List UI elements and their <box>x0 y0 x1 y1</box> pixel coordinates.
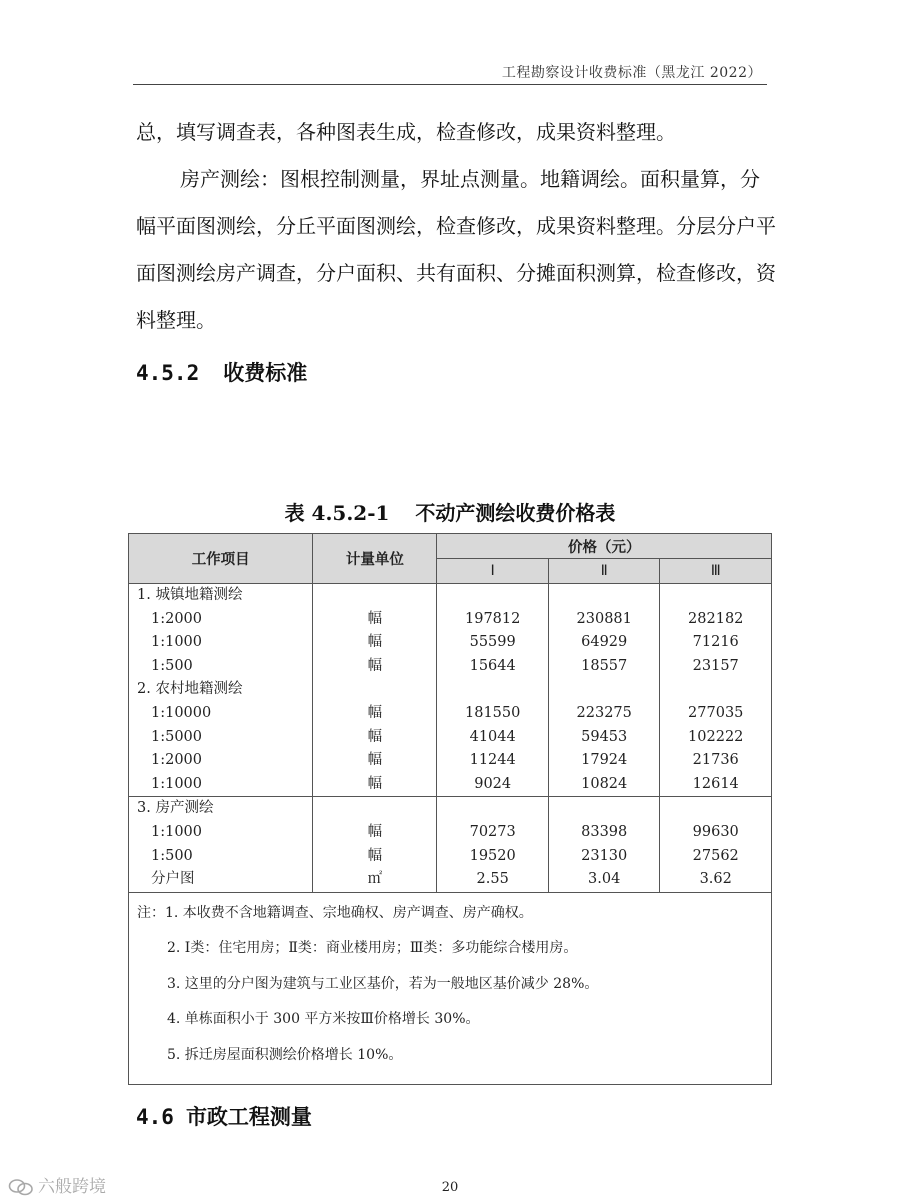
running-header: 工程勘察设计收费标准（黑龙江 2022） <box>501 65 762 81</box>
item-cell: 1:5000 <box>151 728 203 745</box>
price-column-1 <box>437 584 549 797</box>
section-number: 4.6 <box>136 1105 174 1129</box>
fee-table <box>128 533 772 1085</box>
header-item: 工作项目 <box>129 534 313 584</box>
price-cell: 41044 <box>469 728 516 745</box>
item-cell: 1:500 <box>151 847 193 864</box>
price-cell: 21736 <box>692 752 739 769</box>
price-cell: 70273 <box>469 823 516 840</box>
price-cell: 230881 <box>576 610 632 627</box>
price-cell: 282182 <box>688 610 744 627</box>
unit-cell: 幅 <box>367 847 383 864</box>
item-cell: 1:1000 <box>151 775 203 792</box>
item-cell: 1:1000 <box>151 634 203 651</box>
group-name: 2. 农村地籍测绘 <box>137 681 243 698</box>
table-row-group <box>129 797 772 892</box>
price-cell: 64929 <box>581 634 628 651</box>
price-cell: 23157 <box>692 657 739 674</box>
price-cell: 23130 <box>581 847 628 864</box>
price-cell: 83398 <box>581 823 628 840</box>
item-cell: 1:1000 <box>151 823 203 840</box>
page-number: 20 <box>441 1180 459 1195</box>
price-cell: 181550 <box>465 704 521 721</box>
table-caption <box>0 497 900 526</box>
unit-cell: 幅 <box>367 610 383 627</box>
note-item: 注：1. 本收费不含地籍调查、宗地确权、房产调查、房产确权。 <box>137 904 533 921</box>
unit-cell: 幅 <box>367 728 383 745</box>
paragraph-property-survey: 房产测绘：图根控制测量，界址点测量。地籍调绘。面积量算，分幅平面图测绘，分丘平面图测绘，检查修改，成果资料整理。分层分户平面图测绘房产调查，分户面积、共有面积、分摊面积测算，检查修改，资料整理。 <box>136 167 776 332</box>
unit-cell: 幅 <box>367 704 383 721</box>
price-cell: 55599 <box>469 634 516 651</box>
group-name: 1. 城镇地籍测绘 <box>137 587 243 603</box>
price-cell: 197812 <box>465 610 521 627</box>
header-rule <box>133 84 767 85</box>
paragraph-continuation: 总，填写调查表，各种图表生成，检查修改，成果资料整理。 <box>136 120 676 144</box>
table-number: 表 4.5.2-1 <box>284 501 390 525</box>
note-item: 4. 单栋面积小于 300 平方米按Ⅲ价格增长 30%。 <box>167 1011 480 1028</box>
price-cell: 10824 <box>581 775 628 792</box>
item-cell: 1:10000 <box>151 704 212 721</box>
unit-cell: ㎡ <box>367 871 383 888</box>
price-cell: 9024 <box>474 775 512 792</box>
price-cell: 223275 <box>576 704 632 721</box>
item-cell: 分户图 <box>151 871 195 888</box>
table-notes-row <box>129 892 772 1085</box>
price-cell: 15644 <box>469 657 516 674</box>
price-cell: 27562 <box>692 847 739 864</box>
unit-column <box>313 797 437 892</box>
price-cell: 102222 <box>688 728 744 745</box>
table-notes <box>129 892 772 1085</box>
unit-cell: 幅 <box>367 657 383 674</box>
unit-column <box>313 584 437 797</box>
group-name: 3. 房产测绘 <box>137 800 214 817</box>
price-cell: 19520 <box>469 847 516 864</box>
price-cell: 277035 <box>688 704 744 721</box>
price-cell: 71216 <box>692 634 739 651</box>
price-column-2 <box>548 584 660 797</box>
price-cell: 2.55 <box>476 871 509 888</box>
watermark-text: 六般跨境 <box>38 1177 106 1197</box>
section-title: 市政工程测量 <box>185 1104 312 1129</box>
table-row-group <box>129 584 772 797</box>
price-column-1 <box>437 797 549 892</box>
section-heading-46 <box>136 1101 312 1131</box>
price-column-2 <box>548 797 660 892</box>
price-cell: 17924 <box>581 752 628 769</box>
item-cell: 1:2000 <box>151 610 203 627</box>
item-cell: 1:500 <box>151 657 193 674</box>
unit-cell: 幅 <box>367 775 383 792</box>
price-cell: 59453 <box>581 728 628 745</box>
body-text <box>136 109 776 344</box>
header-grade-1: Ⅰ <box>437 559 549 584</box>
price-cell: 12614 <box>692 775 739 792</box>
item-column <box>129 584 313 797</box>
item-column <box>129 797 313 892</box>
price-column-3 <box>660 584 772 797</box>
header-unit: 计量单位 <box>313 534 437 584</box>
header-grade-3: Ⅲ <box>660 559 772 584</box>
section-heading-452 <box>136 357 307 387</box>
unit-cell: 幅 <box>367 634 383 651</box>
price-cell: 99630 <box>692 823 739 840</box>
note-item: 5. 拆迁房屋面积测绘价格增长 10%。 <box>167 1046 403 1063</box>
table-title: 不动产测绘收费价格表 <box>415 501 616 525</box>
watermark <box>8 1172 106 1197</box>
price-cell: 11244 <box>469 752 516 769</box>
header-price: 价格（元） <box>437 534 772 559</box>
section-number: 4.5.2 <box>136 361 200 385</box>
item-cell: 1:2000 <box>151 752 203 769</box>
wechat-logo-icon <box>8 1178 34 1196</box>
unit-cell: 幅 <box>367 752 383 769</box>
price-cell: 18557 <box>581 657 628 674</box>
header-grade-2: Ⅱ <box>548 559 660 584</box>
section-title: 收费标准 <box>223 360 308 385</box>
price-cell: 3.04 <box>588 871 621 888</box>
note-item: 2. Ⅰ类：住宅用房；Ⅱ类：商业楼用房；Ⅲ类：多功能综合楼用房。 <box>167 940 578 957</box>
price-cell: 3.62 <box>699 871 732 888</box>
unit-cell: 幅 <box>367 823 383 840</box>
price-column-3 <box>660 797 772 892</box>
note-item: 3. 这里的分户图为建筑与工业区基价，若为一般地区基价减少 28%。 <box>167 975 599 992</box>
